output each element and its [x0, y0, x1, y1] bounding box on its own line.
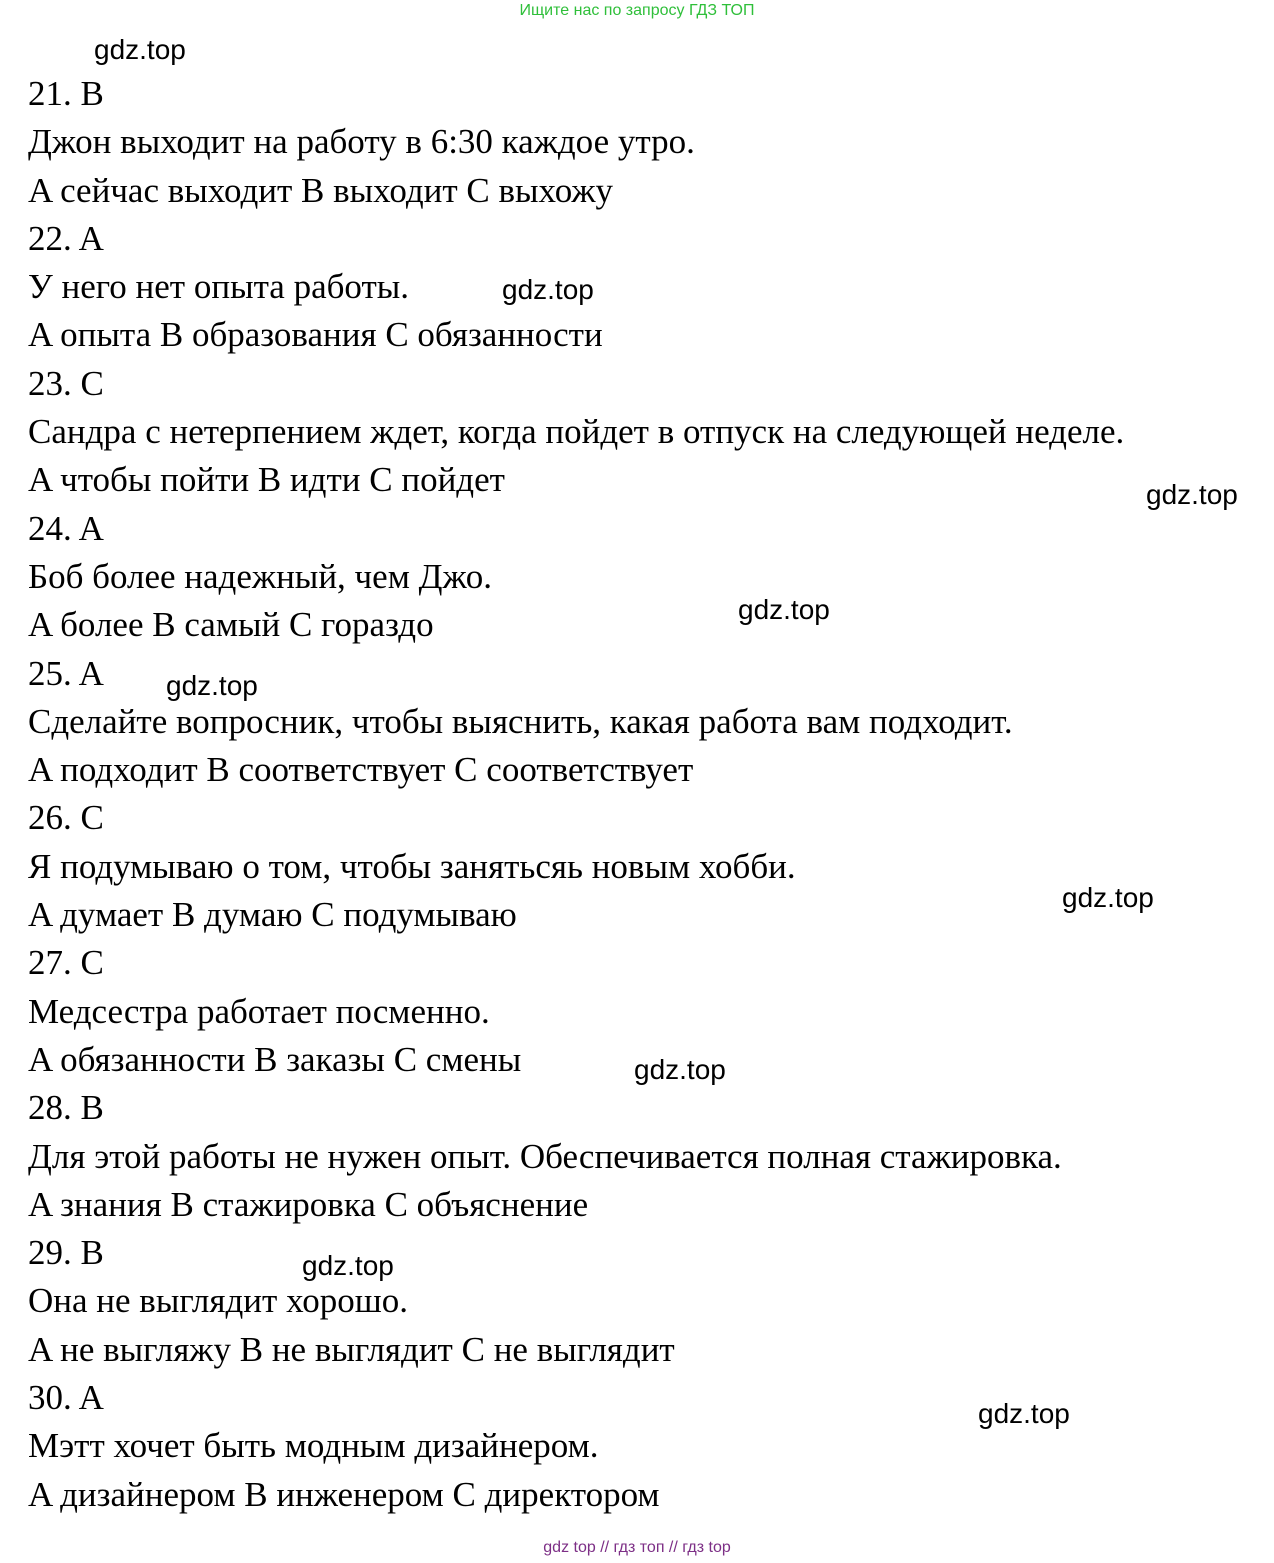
answer-30-number: 30. A [28, 1378, 104, 1418]
answer-28-sentence: Для этой работы не нужен опыт. Обеспечивается полная стажировка. [28, 1136, 1062, 1176]
footer: gdz top // гдз топ // гдз top [543, 1539, 731, 1556]
answer-27-options: A обязанности B заказы C смены [28, 1039, 522, 1079]
answer-25-number: 25. A [28, 653, 104, 693]
answers-content [28, 70, 1268, 1519]
answer-22-sentence: У него нет опыта работы. [28, 267, 410, 307]
answer-29-number: 29. B [28, 1233, 104, 1273]
answer-23-number: 23. C [28, 363, 104, 403]
watermark: gdz.top [1146, 479, 1238, 510]
answer-21-sentence: Джон выходит на работу в 6:30 каждое утро. [28, 122, 695, 162]
answer-24-sentence: Боб более надежный, чем Джо. [28, 556, 493, 596]
answer-30-sentence: Мэтт хочет быть модным дизайнером. [28, 1426, 599, 1466]
watermark: gdz.top [978, 1398, 1070, 1429]
watermark: gdz.top [166, 670, 258, 701]
watermark: gdz.top [94, 34, 186, 65]
answer-21-number: 21. B [28, 74, 104, 113]
answer-21-options: A сейчас выходит B выходит C выхожу [28, 170, 614, 210]
answer-30-options: A дизайнером B инженером C директором [28, 1474, 660, 1514]
answer-29-options: A не выгляжу B не выглядит C не выглядит [28, 1329, 675, 1369]
answer-28-number: 28. B [28, 1088, 104, 1128]
answer-25-sentence: Сделайте вопросник, чтобы выяснить, какая работа вам подходит. [28, 701, 1013, 741]
answer-28-options: A знания B стажировка C объяснение [28, 1184, 589, 1224]
answer-22-options: A опыта B образования C обязанности [28, 315, 603, 355]
answer-29-sentence: Она не выглядит хорошо. [28, 1281, 408, 1321]
answer-26-sentence: Я подумываю о том, чтобы занятьсяь новым хобби. [28, 846, 796, 886]
watermark: gdz.top [634, 1054, 726, 1085]
watermark: gdz.top [302, 1250, 394, 1281]
watermark: gdz.top [1062, 882, 1154, 913]
answer-23-options: A чтобы пойти B идти C пойдет [28, 460, 505, 500]
answer-27-sentence: Медсестра работает посменно. [28, 991, 490, 1031]
watermark: gdz.top [738, 594, 830, 625]
answer-24-number: 24. A [28, 508, 104, 548]
answer-26-number: 26. C [28, 798, 104, 838]
watermark: gdz.top [502, 274, 594, 305]
answer-24-options: A более B самый C гораздо [28, 605, 434, 645]
answer-22-number: 22. A [28, 218, 104, 258]
answer-27-number: 27. C [28, 943, 104, 983]
answer-26-options: A думает B думаю C подумываю [28, 895, 517, 935]
answer-25-options: A подходит B соответствует C соответствует [28, 750, 694, 790]
top-banner: Ищите нас по запросу ГДЗ ТОП [519, 2, 755, 19]
answer-23-sentence: Сандра с нетерпением ждет, когда пойдет в отпуск на следующей неделе. [28, 412, 1125, 452]
